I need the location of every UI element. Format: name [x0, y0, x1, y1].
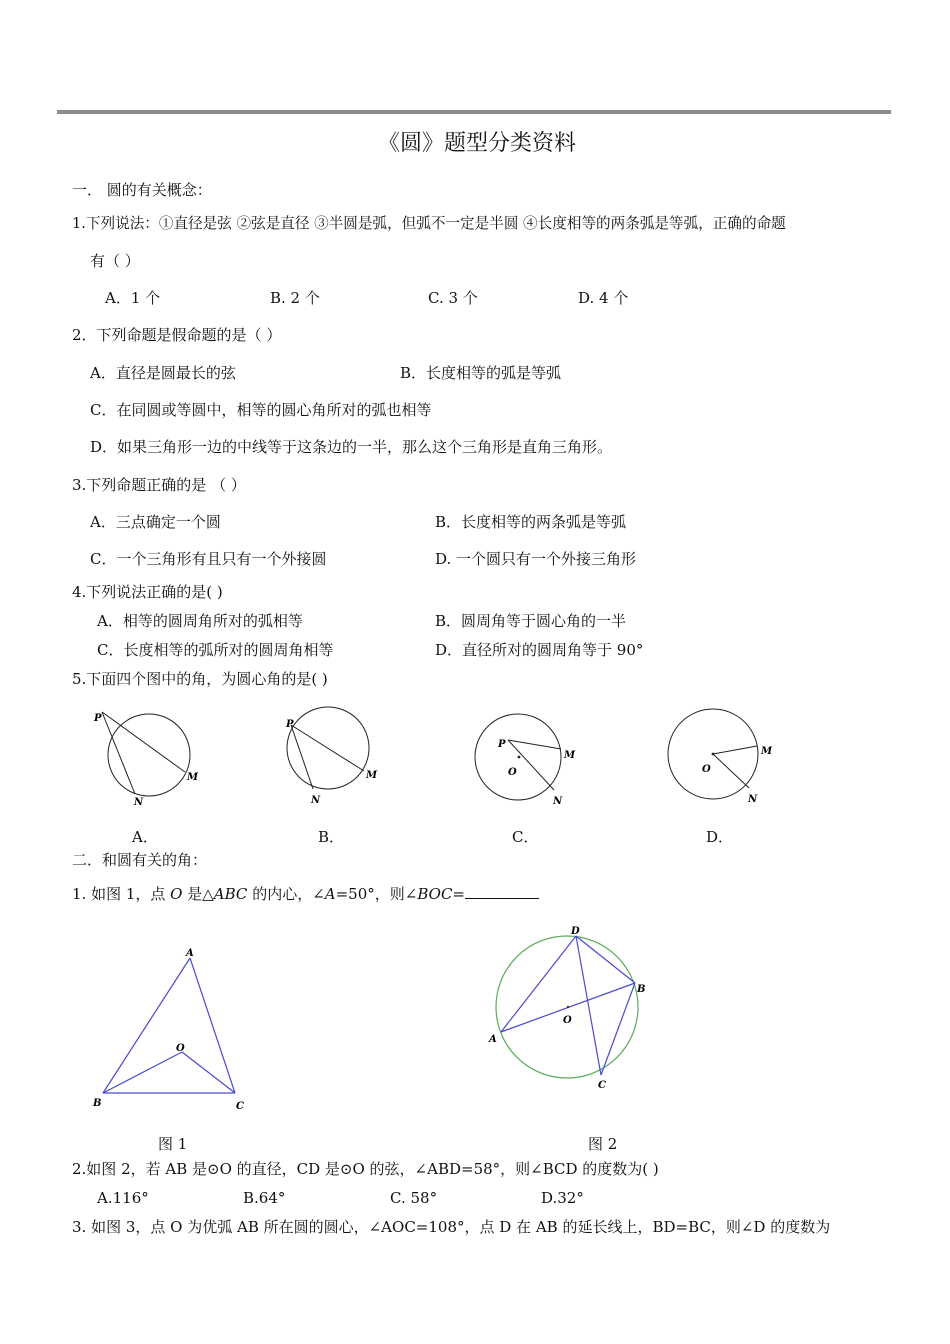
figure-b-label-m: M: [366, 770, 378, 781]
q5-caption-c: C．: [512, 828, 539, 846]
s2-q1-text: [72, 884, 539, 902]
s2-q1-mid3: =50°，则∠: [335, 885, 418, 903]
header-rule: [57, 110, 891, 114]
q1-option-c[interactable]: C. 3 个: [428, 289, 478, 307]
s2-q2-option-a[interactable]: A.116°: [97, 1189, 149, 1207]
q5-caption-d: D．: [706, 828, 734, 846]
fig1-side-ab: [103, 958, 190, 1093]
figure-d-label-n: N: [748, 794, 758, 805]
s2-q1-triangle: ABC: [213, 885, 248, 903]
figure-d-label-m: M: [761, 746, 773, 757]
figure-1-caption: 图 1: [158, 1135, 188, 1153]
q5-caption-a: A．: [132, 828, 158, 846]
fig2-chord-cd: [576, 936, 601, 1075]
s2-q3-text: 3. 如图 3，点 O 为优弧 AB 所在圆的圆心，∠AOC=108°，点 D 在 AB 的延长线上，BD=BC，则∠D 的度数为: [72, 1218, 831, 1236]
figure-d-line-om: [713, 746, 757, 754]
fig1-side-ac: [190, 958, 235, 1093]
section1-heading: 一． 圆的有关概念：: [72, 181, 212, 199]
figure-b-label-p: P: [286, 719, 294, 730]
q3-option-b[interactable]: B．长度相等的两条弧是等弧: [435, 513, 627, 531]
q3-stem: 3.下列命题正确的是 （ ）: [72, 476, 246, 494]
q3-option-d[interactable]: D. 一个圆只有一个外接三角形: [435, 550, 637, 568]
fig1-label-a: A: [186, 948, 194, 959]
q4-option-c[interactable]: C．长度相等的弧所对的圆周角相等: [97, 641, 334, 659]
figure-c-line-pm: [508, 740, 561, 749]
q2-stem: 2．下列命题是假命题的是（ ）: [72, 326, 282, 344]
fig1-segment-bo: [103, 1052, 182, 1093]
figure-c-line-pn: [508, 740, 554, 790]
figure-a-label-m: M: [187, 772, 199, 783]
fig2-label-b: B: [637, 984, 646, 995]
fig2-chord-bc: [601, 983, 635, 1075]
q4-option-b[interactable]: B．圆周角等于圆心角的一半: [435, 612, 627, 630]
figure-d-center-dot: [712, 753, 715, 756]
q3-option-a[interactable]: A．三点确定一个圆: [90, 513, 221, 531]
page-title: 《圆》题型分类资料: [378, 131, 577, 156]
figure-1: [90, 940, 260, 1120]
fig2-chord-bd: [576, 936, 635, 983]
s2-q1-suffix: =: [452, 885, 465, 903]
s2-q1-mid2: 的内心，∠: [247, 885, 325, 903]
fig2-label-a: A: [489, 1034, 497, 1045]
q4-stem: 4.下列说法正确的是( ): [72, 583, 223, 601]
q5-caption-b: B．: [318, 828, 345, 846]
s2-q1-point-o: O: [170, 885, 183, 903]
q5-figure-a[interactable]: [90, 708, 200, 808]
s2-q2-text: 2.如图 2，若 AB 是⊙O 的直径，CD 是⊙O 的弦，∠ABD=58°，则∠BCD 的度数为( ): [72, 1160, 659, 1178]
q2-option-c[interactable]: C．在同圆或等圆中，相等的圆心角所对的弧也相等: [90, 401, 432, 419]
fig2-label-o: O: [563, 1015, 572, 1026]
figure-c-label-m: M: [564, 750, 576, 761]
figure-d-label-o: O: [702, 764, 711, 775]
s2-q1-angle-boc: BOC: [417, 885, 453, 903]
s2-q2-option-d[interactable]: D.32°: [541, 1189, 584, 1207]
fig1-label-b: B: [93, 1098, 102, 1109]
figure-c-center-dot: [518, 756, 521, 759]
q4-option-a[interactable]: A．相等的圆周角所对的弧相等: [97, 612, 303, 630]
q3-option-c[interactable]: C．一个三角形有且只有一个外接圆: [90, 550, 327, 568]
q1-option-b[interactable]: B. 2 个: [270, 289, 320, 307]
fig2-label-d: D: [571, 926, 580, 937]
figure-d-line-on: [713, 754, 749, 788]
s2-q2-option-b[interactable]: B.64°: [243, 1189, 286, 1207]
q5-figure-c[interactable]: [472, 710, 582, 810]
q5-stem: 5.下面四个图中的角，为圆心角的是( ): [72, 670, 328, 688]
fig1-label-o: O: [176, 1043, 185, 1054]
figure-2-caption: 图 2: [588, 1135, 618, 1153]
q1-line2: 有（ ）: [90, 252, 140, 270]
figure-c-label-o: O: [508, 767, 517, 778]
q1-option-d[interactable]: D. 4 个: [578, 289, 629, 307]
s2-q1-angle-a: A: [324, 885, 336, 903]
q1-option-a[interactable]: A．1 个: [105, 289, 161, 307]
fig1-segment-co: [182, 1052, 235, 1093]
section2-heading: 二．和圆有关的角：: [72, 851, 208, 869]
figure-c-label-n: N: [553, 796, 563, 807]
q2-option-b[interactable]: B．长度相等的弧是等弧: [400, 364, 562, 382]
q2-option-d[interactable]: D．如果三角形一边的中线等于这条边的一半，那么这个三角形是直角三角形。: [90, 438, 613, 456]
q4-option-d[interactable]: D．直径所对的圆周角等于 90°: [435, 641, 644, 659]
fig2-label-c: C: [598, 1080, 606, 1091]
figure-a-circle: [108, 714, 190, 796]
q5-figure-d[interactable]: [665, 706, 775, 806]
s2-q1-answer-blank[interactable]: [465, 884, 539, 899]
figure-b-line-pm: [291, 725, 364, 771]
figure-a-label-p: P: [94, 713, 102, 724]
figure-b-label-n: N: [311, 795, 321, 806]
s2-q2-option-c[interactable]: C. 58°: [390, 1189, 438, 1207]
q1-line1: 1.下列说法：①直径是弦 ②弦是直径 ③半圆是弧，但弧不一定是半圆 ④长度相等的两条弧是等弧，正确的命题: [72, 215, 786, 232]
s2-q1-mid1: 是△: [182, 885, 214, 903]
figure-c-label-p: P: [498, 739, 506, 750]
q5-figure-b[interactable]: [282, 705, 392, 805]
q2-option-a[interactable]: A．直径是圆最长的弦: [90, 364, 236, 382]
figure-a-label-n: N: [134, 797, 144, 808]
s2-q1-prefix: 1. 如图 1，点: [72, 885, 171, 903]
fig1-label-c: C: [236, 1101, 244, 1112]
figure-2: [486, 922, 656, 1097]
fig2-center-dot: [567, 1006, 569, 1008]
